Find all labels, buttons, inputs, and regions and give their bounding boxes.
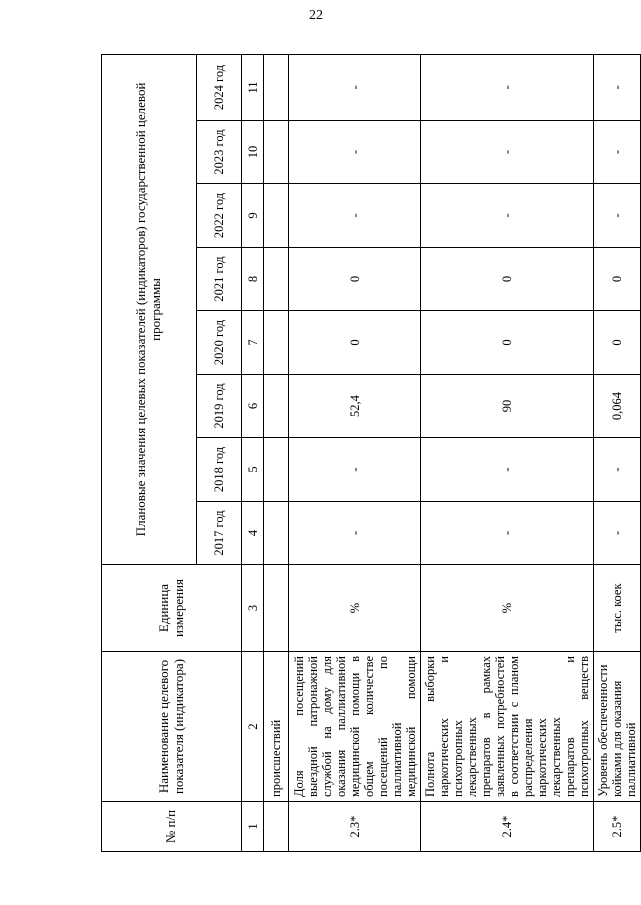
row-value: - (594, 438, 641, 502)
header-unit: Единица измерения (102, 565, 242, 652)
row-value: - (421, 121, 594, 184)
rotated-table-wrapper (101, 55, 638, 852)
column-number: 9 (242, 184, 264, 248)
row-value: - (594, 54, 641, 120)
column-number: 6 (242, 375, 264, 438)
row-value: 90 (421, 375, 594, 438)
header-year: 2017 год (197, 502, 242, 565)
table-row (421, 54, 594, 851)
row-name: Полнота выборки наркотических и психотропных лекарственных препаратов в рамках заявленных потребностей в соответствии с планом распределения наркотических лекарственных препаратов и психотропных веществ (421, 652, 594, 802)
header-year: 2021 год (197, 248, 242, 311)
header-year: 2019 год (197, 375, 242, 438)
row-value: - (594, 502, 641, 565)
continuation-cell (264, 54, 289, 120)
row-value: - (421, 502, 594, 565)
continuation-num-cell (264, 802, 289, 852)
row-value: - (289, 438, 421, 502)
row-num: 2.5* (594, 802, 641, 852)
row-value: - (594, 121, 641, 184)
row-name: Уровень обеспеченности койками для оказания паллиативной (594, 652, 641, 802)
row-value: - (594, 184, 641, 248)
header-year: 2023 год (197, 121, 242, 184)
row-value: - (421, 54, 594, 120)
continuation-cell (264, 502, 289, 565)
column-number: 8 (242, 248, 264, 311)
continuation-cell (264, 121, 289, 184)
row-num: 2.4* (421, 802, 594, 852)
column-number: 11 (242, 54, 264, 120)
header-year: 2024 год (197, 54, 242, 120)
continuation-cell (264, 565, 289, 652)
row-value: 0 (594, 248, 641, 311)
column-number: 1 (242, 802, 264, 852)
header-year: 2018 год (197, 438, 242, 502)
column-number: 3 (242, 565, 264, 652)
row-num: 2.3* (289, 802, 421, 852)
row-value: - (421, 184, 594, 248)
continuation-cell (264, 438, 289, 502)
column-number: 5 (242, 438, 264, 502)
table-row (594, 54, 641, 851)
continuation-cell (264, 311, 289, 375)
continuation-text: происшествий (264, 652, 289, 802)
row-unit: % (421, 565, 594, 652)
column-number: 4 (242, 502, 264, 565)
table-row (289, 54, 421, 851)
continuation-cell (264, 375, 289, 438)
header-year: 2020 год (197, 311, 242, 375)
column-number: 2 (242, 652, 264, 802)
row-value: 0 (594, 311, 641, 375)
row-value: - (289, 54, 421, 120)
column-number: 7 (242, 311, 264, 375)
indicators-table (101, 54, 641, 852)
row-value: - (421, 438, 594, 502)
row-value: 0 (289, 248, 421, 311)
header-plan: Плановые значения целевых показателей (индикаторов) государственной целевой программы (102, 54, 197, 564)
header-num: № п/п (102, 802, 242, 852)
row-value: - (289, 121, 421, 184)
header-name: Наименование целевого показателя (индикатора) (102, 652, 242, 802)
header-year: 2022 год (197, 184, 242, 248)
row-unit: % (289, 565, 421, 652)
continuation-cell (264, 184, 289, 248)
continuation-cell (264, 248, 289, 311)
column-number: 10 (242, 121, 264, 184)
row-value: 0 (421, 248, 594, 311)
page-number: 22 (309, 8, 323, 23)
row-value: - (289, 502, 421, 565)
row-value: - (289, 184, 421, 248)
row-value: 0,064 (594, 375, 641, 438)
row-value: 0 (421, 311, 594, 375)
row-value: 52,4 (289, 375, 421, 438)
row-name: Доля посещений выездной патронажной службой на дому для оказания паллиативной медицинской помощи в общем количестве посещений по паллиативной медицинской помощи (289, 652, 421, 802)
row-value: 0 (289, 311, 421, 375)
row-unit: тыс. коек (594, 565, 641, 652)
